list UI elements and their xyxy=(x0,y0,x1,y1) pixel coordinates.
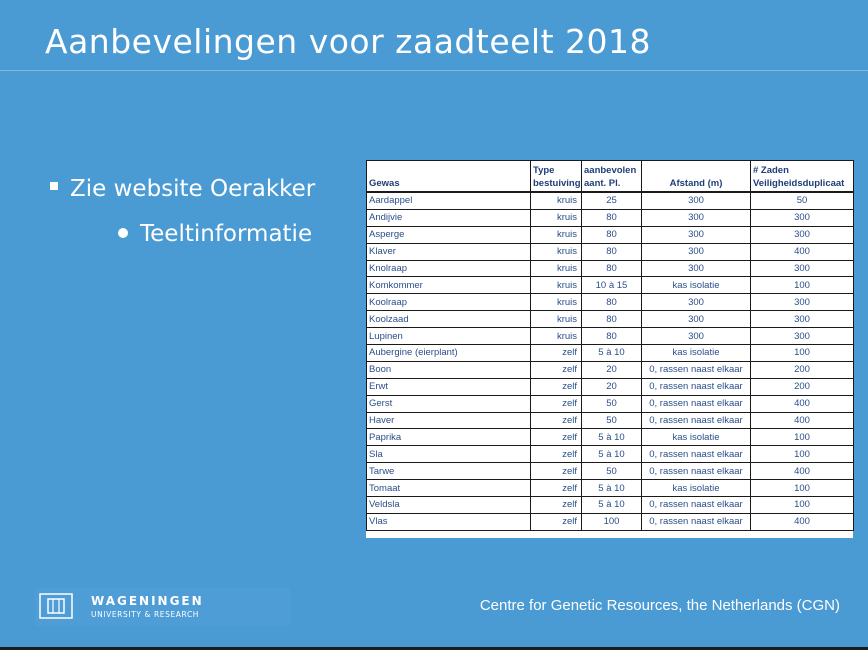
cell-gewas: Veldsla xyxy=(367,497,531,514)
cell-afstand: 0, rassen naast elkaar xyxy=(642,412,751,429)
cell-zaden: 400 xyxy=(751,463,854,480)
header-line: Type xyxy=(533,165,555,176)
table-row xyxy=(367,260,854,277)
cell-bestuiving: kruis xyxy=(531,277,582,294)
cell-gewas: Gerst xyxy=(367,395,531,412)
cell-gewas: Lupinen xyxy=(367,328,531,345)
header-line: Veiligheidsduplicaat xyxy=(753,178,845,189)
cell-aantal: 25 xyxy=(582,192,642,209)
cell-afstand: 0, rassen naast elkaar xyxy=(642,513,751,530)
cell-bestuiving: zelf xyxy=(531,497,582,514)
cell-aantal: 20 xyxy=(582,361,642,378)
table-row xyxy=(367,209,854,226)
table-row xyxy=(367,277,854,294)
header-afstand: Afstand (m) xyxy=(642,161,751,193)
cell-zaden: 400 xyxy=(751,243,854,260)
logo-name: WAGENINGEN xyxy=(91,594,204,608)
cell-aantal: 5 à 10 xyxy=(582,446,642,463)
cell-zaden: 200 xyxy=(751,361,854,378)
cell-afstand: 0, rassen naast elkaar xyxy=(642,361,751,378)
cell-afstand: 0, rassen naast elkaar xyxy=(642,378,751,395)
cell-bestuiving: kruis xyxy=(531,243,582,260)
table-body xyxy=(367,192,854,530)
cell-gewas: Haver xyxy=(367,412,531,429)
cell-bestuiving: zelf xyxy=(531,395,582,412)
table-row xyxy=(367,226,854,243)
cell-gewas: Klaver xyxy=(367,243,531,260)
table-row xyxy=(367,328,854,345)
cell-afstand: kas isolatie xyxy=(642,345,751,362)
cell-bestuiving: kruis xyxy=(531,192,582,209)
bullet-item-level-1 xyxy=(50,176,315,202)
cell-bestuiving: kruis xyxy=(531,311,582,328)
cell-afstand: 300 xyxy=(642,294,751,311)
slide-title: Aanbevelingen voor zaadteelt 2018 xyxy=(45,22,652,61)
cell-aantal: 80 xyxy=(582,260,642,277)
cell-gewas: Tarwe xyxy=(367,463,531,480)
table-row xyxy=(367,311,854,328)
header-aanbevolen xyxy=(582,161,642,193)
table-row xyxy=(367,480,854,497)
cell-afstand: kas isolatie xyxy=(642,277,751,294)
cell-gewas: Sla xyxy=(367,446,531,463)
table-row xyxy=(367,361,854,378)
cell-aantal: 5 à 10 xyxy=(582,480,642,497)
cell-aantal: 5 à 10 xyxy=(582,429,642,446)
bullet-text: Teeltinformatie xyxy=(140,221,313,247)
cell-gewas: Erwt xyxy=(367,378,531,395)
table xyxy=(366,160,854,531)
cell-gewas: Tomaat xyxy=(367,480,531,497)
cell-zaden: 100 xyxy=(751,446,854,463)
cell-bestuiving: kruis xyxy=(531,328,582,345)
cell-afstand: 0, rassen naast elkaar xyxy=(642,497,751,514)
table-row xyxy=(367,192,854,209)
bullet-item-level-2 xyxy=(118,221,312,247)
wageningen-logo xyxy=(35,588,290,626)
cell-bestuiving: zelf xyxy=(531,480,582,497)
cell-afstand: 300 xyxy=(642,209,751,226)
header-line: bestuiving xyxy=(533,178,581,189)
cell-gewas: Asperge xyxy=(367,226,531,243)
cell-aantal: 50 xyxy=(582,463,642,480)
cell-afstand: 300 xyxy=(642,243,751,260)
cell-zaden: 100 xyxy=(751,345,854,362)
table-header-row xyxy=(367,161,854,193)
cell-zaden: 100 xyxy=(751,429,854,446)
cell-afstand: kas isolatie xyxy=(642,480,751,497)
cell-bestuiving: zelf xyxy=(531,513,582,530)
cell-zaden: 200 xyxy=(751,378,854,395)
cell-afstand: 0, rassen naast elkaar xyxy=(642,446,751,463)
cell-afstand: 300 xyxy=(642,328,751,345)
cell-zaden: 300 xyxy=(751,226,854,243)
logo-subtitle: UNIVERSITY & RESEARCH xyxy=(91,610,200,619)
cell-gewas: Koolzaad xyxy=(367,311,531,328)
cell-aantal: 80 xyxy=(582,209,642,226)
cell-zaden: 300 xyxy=(751,260,854,277)
header-line: aant. Pl. xyxy=(584,178,621,189)
cell-gewas: Paprika xyxy=(367,429,531,446)
cell-bestuiving: zelf xyxy=(531,361,582,378)
cell-aantal: 5 à 10 xyxy=(582,345,642,362)
cell-gewas: Knolraap xyxy=(367,260,531,277)
cell-zaden: 300 xyxy=(751,294,854,311)
table-row xyxy=(367,378,854,395)
cell-zaden: 400 xyxy=(751,513,854,530)
cell-zaden: 100 xyxy=(751,497,854,514)
header-gewas: Gewas xyxy=(367,161,531,193)
cell-zaden: 100 xyxy=(751,480,854,497)
table-row xyxy=(367,294,854,311)
cell-gewas: Aubergine (eierplant) xyxy=(367,345,531,362)
cell-aantal: 5 à 10 xyxy=(582,497,642,514)
cell-zaden: 400 xyxy=(751,395,854,412)
footer-text: Centre for Genetic Resources, the Netherlands (CGN) xyxy=(479,597,840,614)
cell-zaden: 300 xyxy=(751,209,854,226)
table-row xyxy=(367,243,854,260)
cell-zaden: 100 xyxy=(751,277,854,294)
cell-zaden: 400 xyxy=(751,412,854,429)
bullet-text: Zie website Oerakker xyxy=(70,176,316,202)
seed-recommendation-table xyxy=(366,160,853,538)
cell-bestuiving: zelf xyxy=(531,345,582,362)
cell-afstand: 300 xyxy=(642,226,751,243)
wageningen-logo-icon xyxy=(39,593,73,619)
cell-bestuiving: kruis xyxy=(531,260,582,277)
cell-zaden: 300 xyxy=(751,328,854,345)
table-row xyxy=(367,463,854,480)
cell-aantal: 10 à 15 xyxy=(582,277,642,294)
cell-afstand: 300 xyxy=(642,192,751,209)
cell-afstand: 0, rassen naast elkaar xyxy=(642,463,751,480)
cell-bestuiving: kruis xyxy=(531,226,582,243)
cell-bestuiving: kruis xyxy=(531,294,582,311)
header-type-bestuiving xyxy=(531,161,582,193)
cell-gewas: Andijvie xyxy=(367,209,531,226)
title-divider xyxy=(0,70,868,71)
cell-bestuiving: kruis xyxy=(531,209,582,226)
cell-bestuiving: zelf xyxy=(531,463,582,480)
square-bullet-icon xyxy=(50,182,58,190)
table-row xyxy=(367,412,854,429)
cell-zaden: 300 xyxy=(751,311,854,328)
cell-bestuiving: zelf xyxy=(531,412,582,429)
cell-aantal: 50 xyxy=(582,395,642,412)
table-row xyxy=(367,345,854,362)
cell-aantal: 80 xyxy=(582,243,642,260)
cell-afstand: kas isolatie xyxy=(642,429,751,446)
cell-aantal: 80 xyxy=(582,328,642,345)
cell-gewas: Komkommer xyxy=(367,277,531,294)
cell-aantal: 80 xyxy=(582,226,642,243)
cell-bestuiving: zelf xyxy=(531,429,582,446)
cell-gewas: Boon xyxy=(367,361,531,378)
cell-afstand: 300 xyxy=(642,260,751,277)
cell-gewas: Aardappel xyxy=(367,192,531,209)
table-row xyxy=(367,429,854,446)
cell-afstand: 0, rassen naast elkaar xyxy=(642,395,751,412)
cell-aantal: 80 xyxy=(582,311,642,328)
cell-bestuiving: zelf xyxy=(531,378,582,395)
cell-afstand: 300 xyxy=(642,311,751,328)
table-row xyxy=(367,446,854,463)
cell-gewas: Vlas xyxy=(367,513,531,530)
cell-aantal: 80 xyxy=(582,294,642,311)
table-row xyxy=(367,497,854,514)
header-line: aanbevolen xyxy=(584,165,637,176)
cell-bestuiving: zelf xyxy=(531,446,582,463)
table-row xyxy=(367,513,854,530)
cell-zaden: 50 xyxy=(751,192,854,209)
header-line: # Zaden xyxy=(753,165,789,176)
cell-aantal: 100 xyxy=(582,513,642,530)
round-bullet-icon xyxy=(118,228,128,238)
table-row xyxy=(367,395,854,412)
cell-gewas: Koolraap xyxy=(367,294,531,311)
cell-aantal: 20 xyxy=(582,378,642,395)
cell-aantal: 50 xyxy=(582,412,642,429)
header-zaden xyxy=(751,161,854,193)
